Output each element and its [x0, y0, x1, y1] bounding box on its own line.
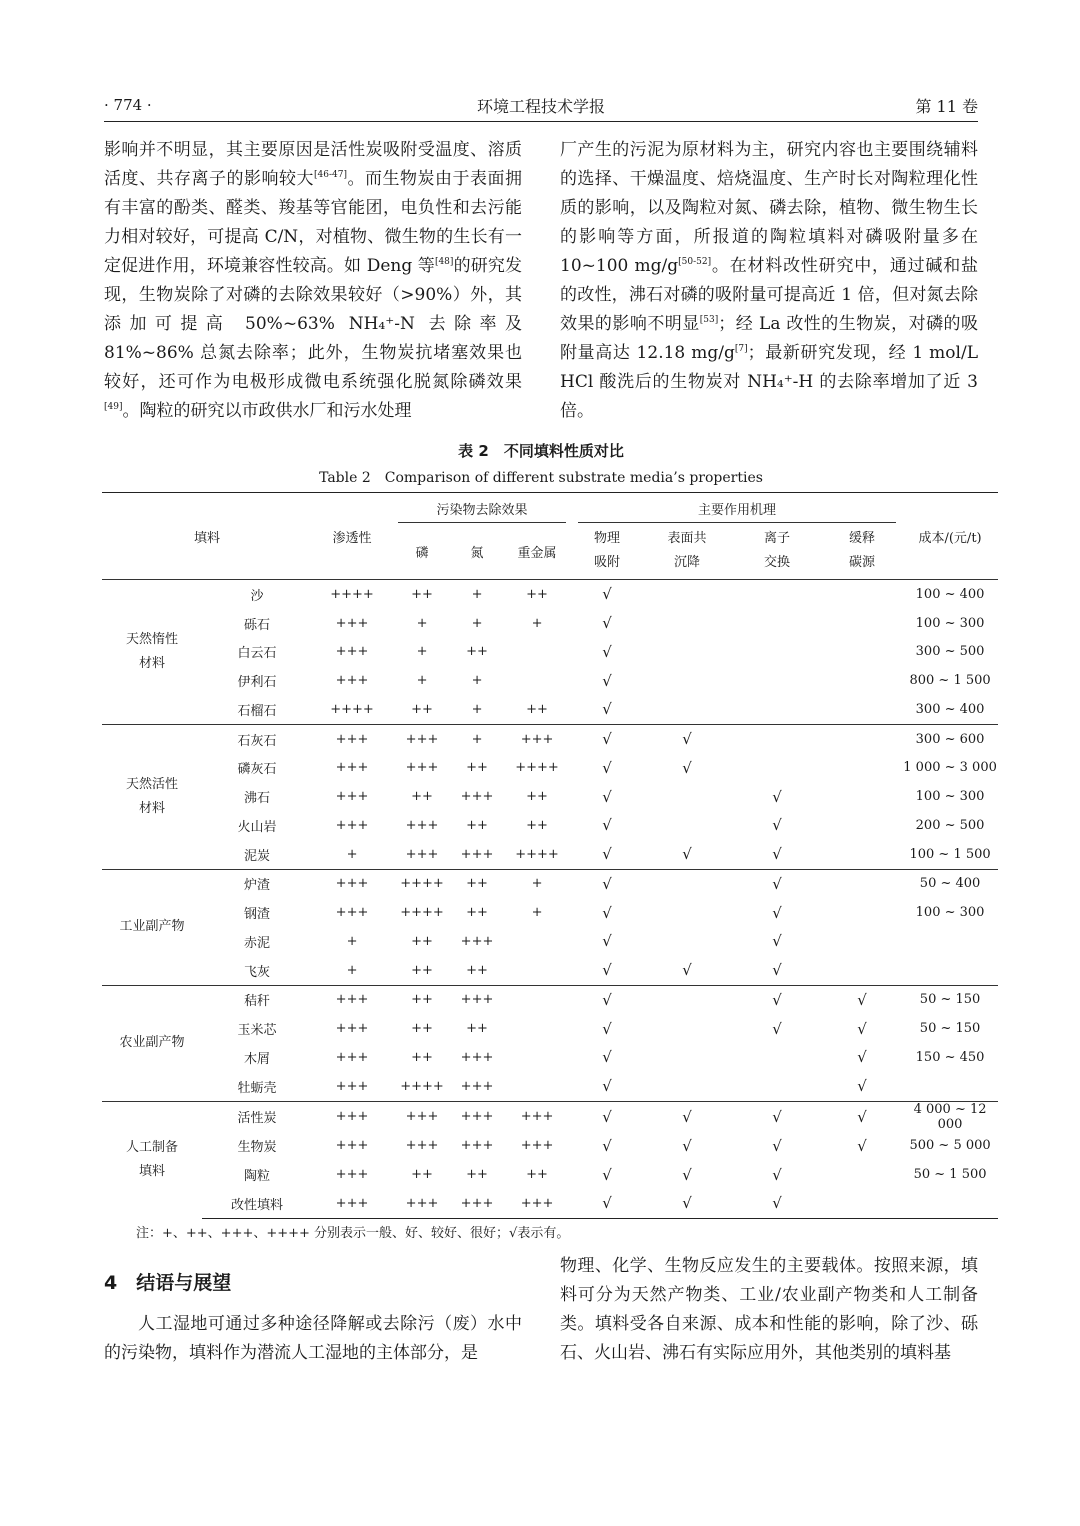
physical-adsorption-cell: √ — [602, 758, 612, 777]
cost-cell: 100 ~ 1 500 — [909, 846, 991, 862]
table-row — [102, 1072, 998, 1101]
physical-adsorption-cell: √ — [602, 816, 612, 835]
surface-coprecipitation-cell — [642, 695, 732, 724]
surface-coprecipitation-cell: √ — [682, 845, 692, 864]
heavy-metal-cell: + — [531, 905, 543, 921]
cost-cell: 100 ~ 300 — [915, 615, 985, 631]
table-row — [102, 666, 998, 695]
phosphorus-cell: + — [416, 673, 428, 689]
cost-cell: 50 ~ 150 — [919, 1021, 981, 1037]
physical-adsorption-cell: √ — [602, 1048, 612, 1067]
physical-adsorption-cell: √ — [602, 787, 612, 806]
nitrogen-cell: +++ — [460, 846, 494, 862]
ion-exchange-cell — [732, 609, 822, 638]
physical-adsorption-cell: √ — [602, 642, 612, 661]
ion-exchange-cell — [732, 724, 822, 753]
phosphorus-cell: ++ — [392, 580, 452, 609]
ion-exchange-cell: √ — [772, 1165, 782, 1184]
table-row — [102, 724, 998, 753]
ion-exchange-cell — [732, 666, 822, 695]
ion-exchange-cell: √ — [732, 1189, 822, 1218]
phosphorus-cell: ++ — [392, 985, 452, 1014]
right-column-text: ；最新研究发现，经 1 mol/L HCl 酸洗后的生物炭对 NH₄⁺-H 的去除率增加了近 3 倍。 — [560, 343, 978, 421]
ion-exchange-cell — [732, 580, 822, 609]
table-row — [102, 956, 998, 985]
physical-adsorption-cell: √ — [572, 1189, 642, 1218]
physical-adsorption-cell: √ — [572, 724, 642, 753]
slow-release-carbon-cell — [822, 724, 902, 753]
table-row — [102, 609, 998, 638]
physical-adsorption-cell: √ — [602, 1165, 612, 1184]
nitrogen-cell: +++ — [452, 1189, 502, 1218]
nitrogen-cell: +++ — [460, 1049, 494, 1065]
permeability-cell: +++ — [335, 789, 369, 805]
header-heavy-metal: 重金属 — [517, 545, 557, 561]
surface-coprecipitation-cell — [642, 1043, 732, 1072]
nitrogen-cell: +++ — [460, 789, 494, 805]
physical-adsorption-cell: √ — [602, 614, 612, 633]
physical-adsorption-cell: √ — [572, 869, 642, 898]
material-name: 伊利石 — [237, 675, 277, 691]
citation-ref: [50-52] — [678, 257, 712, 267]
material-name: 玉米芯 — [237, 1023, 277, 1039]
nitrogen-cell: + — [471, 615, 483, 631]
slow-release-carbon-cell — [822, 754, 902, 783]
cost-cell: 300 ~ 500 — [915, 644, 985, 660]
phosphorus-cell: + — [416, 615, 428, 631]
nitrogen-cell: + — [471, 701, 483, 717]
material-name: 火山岩 — [237, 819, 277, 835]
citation-ref: [53] — [699, 315, 719, 325]
slow-release-carbon-cell — [822, 782, 902, 811]
material-name: 改性填料 — [202, 1189, 312, 1218]
slow-release-carbon-cell — [822, 1160, 902, 1189]
table-caption-zh: 表 2 不同填料性质对比 — [458, 442, 624, 460]
physical-adsorption-cell: √ — [602, 932, 612, 951]
ion-exchange-cell: √ — [772, 816, 782, 835]
header-rule — [104, 121, 978, 122]
ion-exchange-cell: √ — [732, 869, 822, 898]
ion-exchange-cell: √ — [772, 932, 782, 951]
table-row — [102, 754, 998, 783]
material-name: 磷灰石 — [237, 762, 277, 778]
citation-ref: [7] — [734, 344, 748, 354]
material-name: 砾石 — [244, 617, 271, 633]
phosphorus-cell: ++ — [411, 789, 433, 805]
physical-adsorption-cell: √ — [602, 1019, 612, 1038]
left-column-text: 的研究发现，生物炭除了对磷的去除效果较好（>90%）外，其添加可提高 50%~63% NH₄⁺-N 去除率及 81%~86% 总氮去除率；此外，生物炭抗堵塞效果也较好，还可作为电极形成微电系统强化脱氮除磷效果 — [104, 256, 522, 392]
permeability-cell: +++ — [335, 1021, 369, 1037]
table-row — [102, 1160, 998, 1189]
phosphorus-cell: +++ — [405, 1138, 439, 1154]
heavy-metal-cell: ++ — [526, 789, 548, 805]
phosphorus-cell: ++ — [411, 701, 433, 717]
heavy-metal-cell — [502, 666, 572, 695]
heavy-metal-cell: + — [502, 869, 572, 898]
permeability-cell: +++ — [312, 1189, 392, 1218]
permeability-cell: +++ — [335, 1167, 369, 1183]
surface-coprecipitation-cell — [642, 1072, 732, 1101]
phosphorus-cell: +++ — [405, 760, 439, 776]
slow-release-carbon-cell — [822, 695, 902, 724]
nitrogen-cell: ++ — [466, 905, 488, 921]
surface-coprecipitation-cell — [642, 609, 732, 638]
phosphorus-cell: +++ — [392, 1101, 452, 1132]
cost-cell: 800 ~ 1 500 — [909, 673, 991, 689]
cost-cell: 50 ~ 150 — [902, 985, 998, 1014]
table-row — [102, 1043, 998, 1072]
nitrogen-cell: ++ — [466, 962, 488, 978]
slow-release-carbon-cell — [822, 956, 902, 985]
permeability-cell: +++ — [312, 1101, 392, 1132]
cost-cell — [902, 927, 998, 956]
physical-adsorption-cell: √ — [602, 961, 612, 980]
surface-coprecipitation-cell: √ — [682, 1165, 692, 1184]
cost-cell: 100 ~ 400 — [902, 580, 998, 609]
nitrogen-cell: +++ — [460, 933, 494, 949]
surface-coprecipitation-cell — [642, 666, 732, 695]
heavy-metal-cell — [502, 927, 572, 956]
nitrogen-cell: ++ — [466, 1021, 488, 1037]
surface-coprecipitation-cell — [642, 1014, 732, 1043]
phosphorus-cell: ++ — [411, 1049, 433, 1065]
table-note: 注：+、++、+++、++++ 分别表示一般、好、较好、很好；√表示有。 — [136, 1226, 570, 1241]
permeability-cell: +++ — [335, 615, 369, 631]
slow-release-carbon-cell: √ — [857, 1136, 867, 1155]
table-row — [102, 985, 998, 1014]
cost-cell: 100 ~ 300 — [915, 789, 985, 805]
left-column-text: 。而生物炭由于表面拥有丰富的酚类、醛类、羧基等官能团，电负性和去污能力相对较好，可提高 C/N，对植物、微生物的生长有一定促进作用，环境兼容性较高。如 Deng 等 — [104, 169, 523, 276]
material-name: 牡蛎壳 — [237, 1080, 277, 1096]
phosphorus-cell: + — [416, 644, 428, 660]
section-title: 4 结语与展望 — [104, 1272, 232, 1294]
cost-cell: 300 ~ 600 — [902, 724, 998, 753]
surface-coprecipitation-cell: √ — [642, 724, 732, 753]
table-caption-en: Table 2 Comparison of different substrate media’s properties — [319, 470, 763, 486]
ion-exchange-cell — [732, 1043, 822, 1072]
permeability-cell: ++++ — [330, 701, 374, 717]
right-column-text: 厂产生的污泥为原材料为主，研究内容也主要围绕辅料的选择、干燥温度、焙烧温度、生产时长对陶粒理化性质的影响，以及陶粒对氮、磷去除，植物、微生物生长的影响等方面，所报道的陶粒填料对磷吸附量多在 10~100 mg/g — [560, 140, 978, 276]
section-left-text: 人工湿地可通过多种途径降解或去除污（废）水中的污染物，填料作为潜流人工湿地的主体部分，是 — [104, 1314, 522, 1363]
permeability-cell: + — [346, 962, 358, 978]
group-label: 天然惰性 材料 — [102, 580, 202, 725]
table-row — [102, 1014, 998, 1043]
slow-release-carbon-cell — [822, 638, 902, 667]
slow-release-carbon-cell — [822, 840, 902, 869]
slow-release-carbon-cell — [822, 1189, 902, 1218]
material-name: 沙 — [202, 580, 312, 609]
citation-ref: [48] — [434, 257, 454, 267]
comparison-table — [102, 492, 998, 1219]
slow-release-carbon-cell — [822, 666, 902, 695]
volume-label: 第 11 卷 — [915, 97, 978, 116]
slow-release-carbon-cell — [822, 609, 902, 638]
heavy-metal-cell: ++++ — [515, 760, 559, 776]
table-row — [102, 695, 998, 724]
left-column-text: 。陶粒的研究以市政供水厂和污水处理 — [122, 401, 412, 421]
physical-adsorption-cell: √ — [572, 985, 642, 1014]
surface-coprecipitation-cell: √ — [642, 1101, 732, 1132]
table-row — [102, 927, 998, 956]
surface-coprecipitation-cell: √ — [682, 961, 692, 980]
heavy-metal-cell — [502, 985, 572, 1014]
ion-exchange-cell — [732, 754, 822, 783]
permeability-cell: +++ — [335, 1078, 369, 1094]
material-name: 白云石 — [237, 646, 277, 662]
nitrogen-cell: +++ — [452, 985, 502, 1014]
header-material: 填料 — [102, 493, 312, 580]
citation-ref: [49] — [104, 402, 123, 412]
permeability-cell: ++++ — [312, 580, 392, 609]
table-row — [102, 840, 998, 869]
ion-exchange-cell: √ — [772, 961, 782, 980]
permeability-cell: + — [346, 933, 358, 949]
left-column-text — [104, 136, 522, 426]
surface-coprecipitation-cell — [642, 638, 732, 667]
permeability-cell: +++ — [335, 1138, 369, 1154]
heavy-metal-cell: +++ — [502, 724, 572, 753]
slow-release-carbon-cell: √ — [857, 1048, 867, 1067]
heavy-metal-cell: ++++ — [515, 846, 559, 862]
table-row — [102, 1189, 998, 1218]
ion-exchange-cell — [732, 1072, 822, 1101]
cost-cell: 150 ~ 450 — [915, 1049, 985, 1065]
material-name: 木屑 — [244, 1051, 271, 1067]
permeability-cell: +++ — [312, 869, 392, 898]
nitrogen-cell: +++ — [460, 1078, 494, 1094]
heavy-metal-cell — [502, 638, 572, 667]
material-name: 炉渣 — [202, 869, 312, 898]
header-slow-release-carbon: 缓释 碳源 — [849, 531, 876, 570]
slow-release-carbon-cell — [822, 898, 902, 927]
table-row — [102, 638, 998, 667]
physical-adsorption-cell: √ — [602, 903, 612, 922]
heavy-metal-cell: ++ — [526, 701, 548, 717]
header-phosphorus: 磷 — [415, 545, 429, 561]
nitrogen-cell: ++ — [466, 644, 488, 660]
physical-adsorption-cell: √ — [572, 580, 642, 609]
header-ion-exchange: 离子 交换 — [764, 531, 791, 570]
material-name: 生物炭 — [237, 1140, 277, 1156]
section-right-text: 物理、化学、生物反应发生的主要载体。按照来源，填料可分为天然产物类、工业/农业副产物类和人工制备类。填料受各自来源、成本和性能的影响，除了沙、砾石、火山岩、沸石有实际应用外，其他类别的填料基 — [560, 1256, 978, 1363]
material-name: 赤泥 — [244, 935, 271, 951]
ion-exchange-cell: √ — [772, 903, 782, 922]
slow-release-carbon-cell — [822, 869, 902, 898]
phosphorus-cell: +++ — [392, 724, 452, 753]
slow-release-carbon-cell — [822, 580, 902, 609]
nitrogen-cell: + — [452, 580, 502, 609]
nitrogen-cell: + — [471, 673, 483, 689]
nitrogen-cell: ++ — [466, 817, 488, 833]
header-cost: 成本/(元/t) — [902, 493, 998, 580]
table-row — [102, 811, 998, 840]
heavy-metal-cell: +++ — [502, 1101, 572, 1132]
material-name: 活性炭 — [202, 1101, 312, 1132]
slow-release-carbon-cell: √ — [822, 985, 902, 1014]
ion-exchange-cell — [732, 695, 822, 724]
cost-cell: 50 ~ 1 500 — [913, 1167, 987, 1183]
material-name: 钢渣 — [244, 907, 271, 923]
permeability-cell: +++ — [312, 724, 392, 753]
nitrogen-cell: +++ — [452, 1101, 502, 1132]
cost-cell — [902, 956, 998, 985]
physical-adsorption-cell: √ — [602, 1077, 612, 1096]
header-mechanism-group: 主要作用机理 — [572, 493, 902, 524]
phosphorus-cell: ++++ — [400, 1078, 444, 1094]
cost-cell: 300 ~ 400 — [915, 701, 985, 717]
physical-adsorption-cell: √ — [572, 1101, 642, 1132]
material-name: 石榴石 — [237, 703, 277, 719]
material-name: 沸石 — [244, 791, 271, 807]
physical-adsorption-cell: √ — [602, 1136, 612, 1155]
permeability-cell: +++ — [312, 985, 392, 1014]
physical-adsorption-cell: √ — [602, 671, 612, 690]
heavy-metal-cell: ++ — [502, 580, 572, 609]
surface-coprecipitation-cell — [642, 927, 732, 956]
nitrogen-cell: ++ — [466, 1167, 488, 1183]
left-column-text: 影响并不明显，其主要原因是活性炭吸附受温度、溶质活度、共存离子的影响较大 — [104, 140, 522, 189]
group-label: 工业副产物 — [102, 869, 202, 985]
surface-coprecipitation-cell — [642, 985, 732, 1014]
table-row — [102, 1132, 998, 1161]
physical-adsorption-cell: √ — [602, 845, 612, 864]
header-surface-coprecipitation: 表面共 沉降 — [667, 531, 707, 570]
surface-coprecipitation-cell — [642, 782, 732, 811]
table-row — [102, 1101, 998, 1132]
header-physical-adsorption: 物理 吸附 — [594, 531, 621, 570]
permeability-cell: +++ — [335, 760, 369, 776]
heavy-metal-cell: ++ — [526, 817, 548, 833]
phosphorus-cell: ++++ — [400, 905, 444, 921]
ion-exchange-cell: √ — [772, 1136, 782, 1155]
heavy-metal-cell — [502, 956, 572, 985]
material-name: 陶粒 — [244, 1169, 271, 1185]
journal-title: 环境工程技术学报 — [476, 97, 605, 116]
cost-cell — [902, 1189, 998, 1218]
nitrogen-cell: +++ — [460, 1138, 494, 1154]
slow-release-carbon-cell: √ — [857, 1077, 867, 1096]
phosphorus-cell: +++ — [405, 846, 439, 862]
right-column-text: 。在材料改性研究中，通过碱和盐的改性，沸石对磷的吸附量可提高近 1 倍，但对氮去除效果的影响不明显 — [560, 256, 979, 334]
ion-exchange-cell: √ — [772, 1019, 782, 1038]
cost-cell: 1 000 ~ 3 000 — [903, 760, 997, 776]
table-row — [102, 898, 998, 927]
cost-cell: 100 ~ 300 — [915, 905, 985, 921]
heavy-metal-cell — [502, 1014, 572, 1043]
header-nitrogen: 氮 — [470, 545, 484, 561]
ion-exchange-cell: √ — [772, 787, 782, 806]
right-column-text: ；经 La 改性的生物炭，对磷的吸附量高达 12.18 mg/g — [560, 314, 979, 363]
cost-cell: 500 ~ 5 000 — [909, 1138, 991, 1154]
surface-coprecipitation-cell: √ — [642, 1189, 732, 1218]
group-label: 农业副产物 — [102, 985, 202, 1101]
group-label: 人工制备 填料 — [102, 1101, 202, 1218]
surface-coprecipitation-cell — [642, 580, 732, 609]
table-row — [102, 580, 998, 609]
table-row — [102, 869, 998, 898]
permeability-cell: +++ — [335, 905, 369, 921]
permeability-cell: +++ — [335, 644, 369, 660]
header-permeability: 渗透性 — [312, 493, 392, 580]
ion-exchange-cell: √ — [772, 845, 782, 864]
nitrogen-cell: + — [452, 724, 502, 753]
phosphorus-cell: ++++ — [392, 869, 452, 898]
cost-cell: 4 000 ~ 12 000 — [902, 1101, 998, 1132]
nitrogen-cell: ++ — [466, 760, 488, 776]
surface-coprecipitation-cell — [642, 811, 732, 840]
material-name: 秸秆 — [202, 985, 312, 1014]
slow-release-carbon-cell — [822, 811, 902, 840]
page-number: · 774 · — [104, 96, 152, 114]
cost-cell: 200 ~ 500 — [915, 817, 985, 833]
header-removal-group: 污染物去除效果 — [392, 493, 572, 524]
heavy-metal-cell: +++ — [520, 1138, 554, 1154]
ion-exchange-cell: √ — [732, 1101, 822, 1132]
material-name: 石灰石 — [202, 724, 312, 753]
phosphorus-cell: ++ — [411, 962, 433, 978]
page-header — [104, 92, 978, 120]
permeability-cell: +++ — [335, 1049, 369, 1065]
nitrogen-cell: ++ — [452, 869, 502, 898]
surface-coprecipitation-cell — [642, 898, 732, 927]
material-name: 泥炭 — [244, 848, 271, 864]
cost-cell — [902, 1072, 998, 1101]
heavy-metal-cell — [502, 1043, 572, 1072]
heavy-metal-cell: + — [531, 615, 543, 631]
phosphorus-cell: ++ — [411, 933, 433, 949]
heavy-metal-cell: ++ — [526, 1167, 548, 1183]
permeability-cell: +++ — [335, 673, 369, 689]
phosphorus-cell: +++ — [405, 817, 439, 833]
ion-exchange-cell: √ — [732, 985, 822, 1014]
slow-release-carbon-cell: √ — [822, 1101, 902, 1132]
citation-ref: [46-47] — [314, 170, 347, 180]
heavy-metal-cell — [502, 1072, 572, 1101]
permeability-cell: +++ — [335, 817, 369, 833]
surface-coprecipitation-cell — [642, 869, 732, 898]
physical-adsorption-cell: √ — [602, 700, 612, 719]
heavy-metal-cell: +++ — [502, 1189, 572, 1218]
table-row — [102, 782, 998, 811]
right-column-text — [560, 136, 978, 426]
surface-coprecipitation-cell: √ — [682, 758, 692, 777]
permeability-cell: + — [346, 846, 358, 862]
surface-coprecipitation-cell: √ — [682, 1136, 692, 1155]
phosphorus-cell: ++ — [411, 1021, 433, 1037]
slow-release-carbon-cell — [822, 927, 902, 956]
cost-cell: 50 ~ 400 — [902, 869, 998, 898]
ion-exchange-cell — [732, 638, 822, 667]
slow-release-carbon-cell: √ — [857, 1019, 867, 1038]
group-label: 天然活性 材料 — [102, 724, 202, 869]
phosphorus-cell: ++ — [411, 1167, 433, 1183]
material-name: 飞灰 — [244, 964, 271, 980]
phosphorus-cell: +++ — [392, 1189, 452, 1218]
